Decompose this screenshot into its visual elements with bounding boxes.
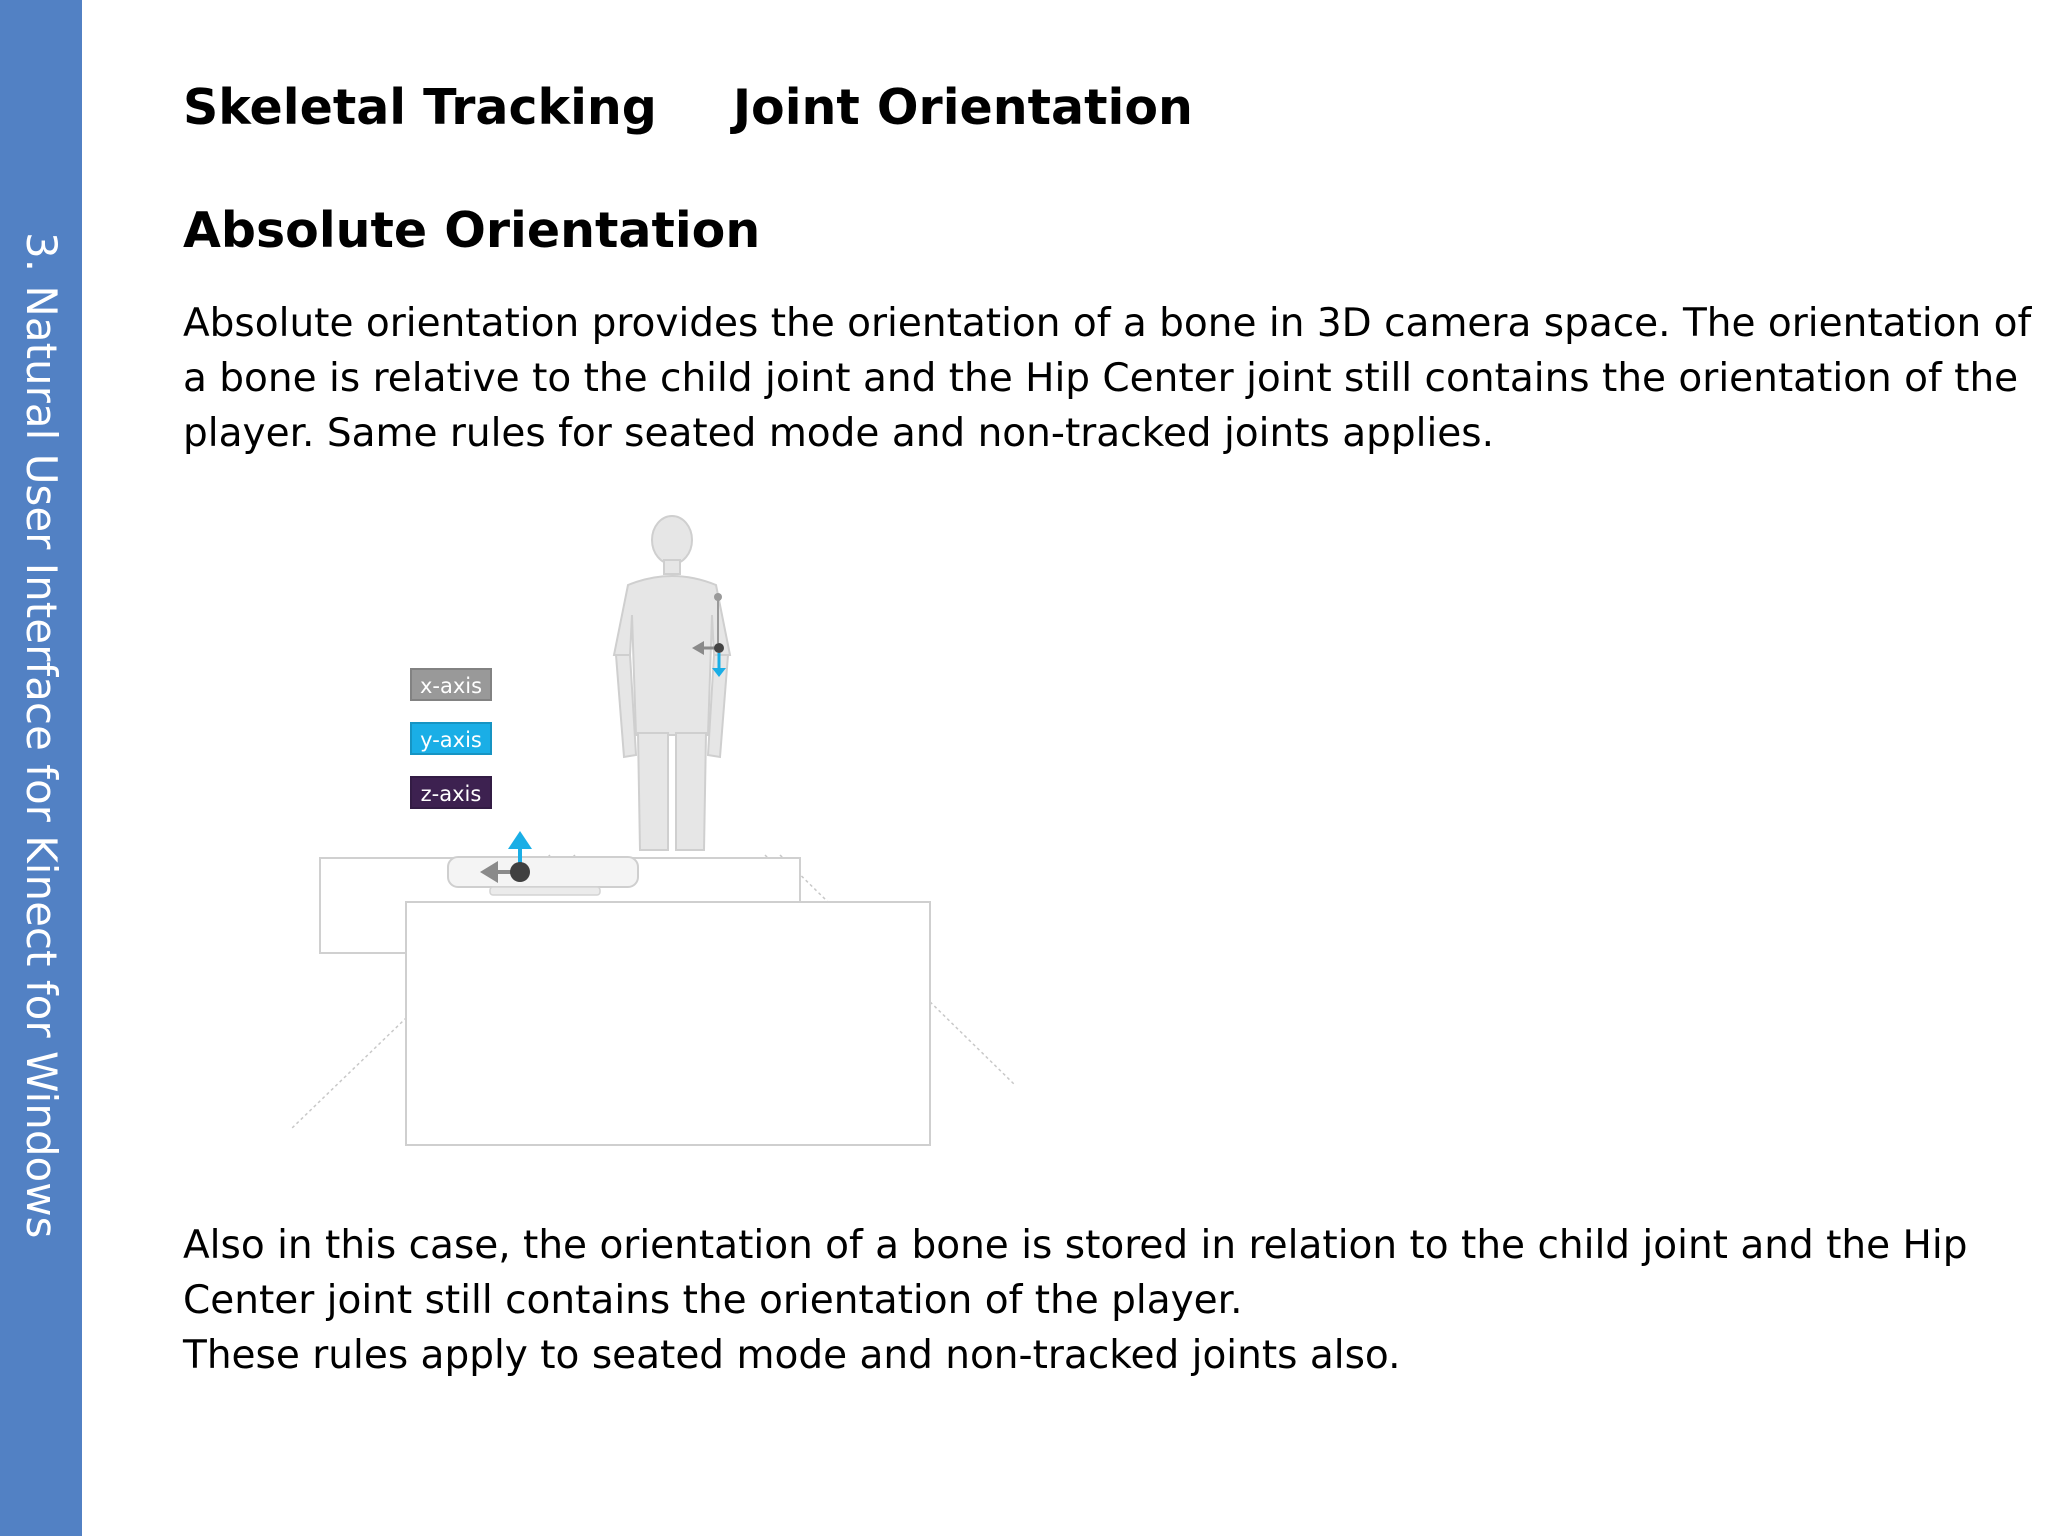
- paragraph-followup-line1: Also in this case, the orientation of a bone is stored in relation to the child joint and the Hip Center joint still contains the orientation of the player.: [183, 1223, 1968, 1323]
- sidebar: [0, 0, 82, 1536]
- section-title: Absolute Orientation: [183, 202, 761, 259]
- paragraph-followup-line2: These rules apply to seated mode and non-tracked joints also.: [183, 1333, 1401, 1378]
- floor-plane: [406, 902, 930, 1145]
- paragraph-followup: [183, 1218, 2033, 1383]
- legend-z-axis: z-axis: [410, 776, 492, 809]
- sidebar-title: 3. Natural User Interface for Kinect for Windows: [17, 232, 66, 1239]
- header: [183, 72, 1193, 142]
- orientation-figure: [290, 505, 1020, 1155]
- legend-x-axis: x-axis: [410, 668, 492, 701]
- paragraph-intro: Absolute orientation provides the orientation of a bone in 3D camera space. The orientation of a bone is relative to the child joint and the Hip Center joint still contains the orientation of the player. Same rules for seated mode and non-tracked joints applies.: [183, 301, 2032, 456]
- figure-illustration: [290, 505, 1020, 1155]
- person-silhouette: [614, 516, 730, 850]
- header-subtopic: Joint Orientation: [732, 78, 1193, 136]
- header-topic: Skeletal Tracking: [183, 78, 657, 136]
- legend-y-axis: y-axis: [410, 722, 492, 755]
